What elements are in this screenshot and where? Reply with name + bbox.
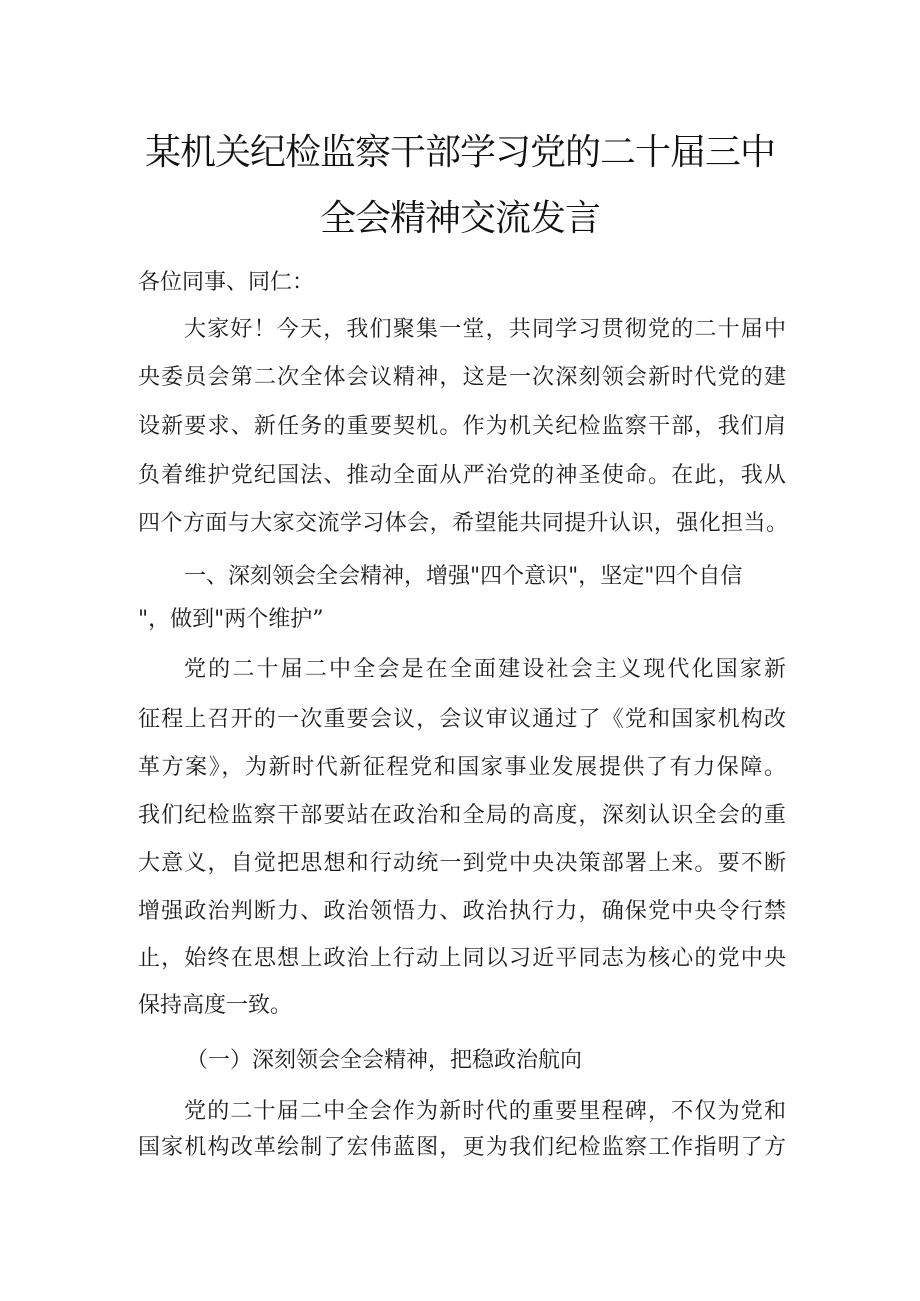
paragraph-2-line-8: 保持高度一致。 [138, 993, 293, 1018]
paragraph-2-line-1: 党的二十届二中全会是在全面建设社会主义现代化国家新 [184, 657, 786, 682]
paragraph-1-line-3: 设新要求、新任务的重要契机。作为机关纪检监察干部，我们肩 [138, 414, 786, 439]
section-heading-1-line-1: 一、深刻领会全会精神，增强"四个意识"，坚定"四个自信 [184, 564, 743, 589]
paragraph-2-line-3: 革方案》，为新时代新征程党和国家事业发展提供了有力保障。 [138, 755, 786, 780]
paragraph-2-line-7: 止，始终在思想上政治上行动上同以习近平同志为核心的党中央 [138, 946, 786, 971]
paragraph-3-line-1: 党的二十届二中全会作为新时代的重要里程碑，不仅为党和 [184, 1099, 786, 1124]
section-heading-1-line-2: "，做到"两个维护” [138, 607, 324, 632]
document-title-line-1: 某机关纪检监察干部学习党的二十届三中 [144, 132, 775, 173]
paragraph-1-line-2: 央委员会第二次全体会议精神，这是一次深刻领会新时代党的建 [138, 365, 786, 390]
paragraph-2-line-6: 增强政治判断力、政治领悟力、政治执行力，确保党中央令行禁 [138, 899, 786, 924]
subheading-1: （一）深刻领会全会精神，把稳政治航向 [186, 1048, 583, 1073]
paragraph-2-line-2: 征程上召开的一次重要会议，会议审议通过了《党和国家机构改 [138, 707, 786, 732]
paragraph-2-line-5: 大意义，自觉把思想和行动统一到党中央决策部署上来。要不断 [138, 851, 786, 876]
paragraph-1-line-1: 大家好！今天，我们聚集一堂，共同学习贯彻党的二十届中 [184, 317, 786, 342]
paragraph-1-line-5: 四个方面与大家交流学习体会，希望能共同提升认识，强化担当。 [138, 511, 788, 536]
document-title-line-2: 全会精神交流发言 [319, 198, 600, 239]
paragraph-1-line-4: 负着维护党纪国法、推动全面从严治党的神圣使命。在此，我从 [138, 463, 786, 488]
paragraph-2-line-4: 我们纪检监察干部要站在政治和全局的高度，深刻认识全会的重 [138, 803, 786, 828]
salutation: 各位同事、同仁： [138, 270, 315, 295]
paragraph-3-line-2: 国家机构改革绘制了宏伟蓝图，更为我们纪检监察工作指明了方 [138, 1135, 786, 1160]
